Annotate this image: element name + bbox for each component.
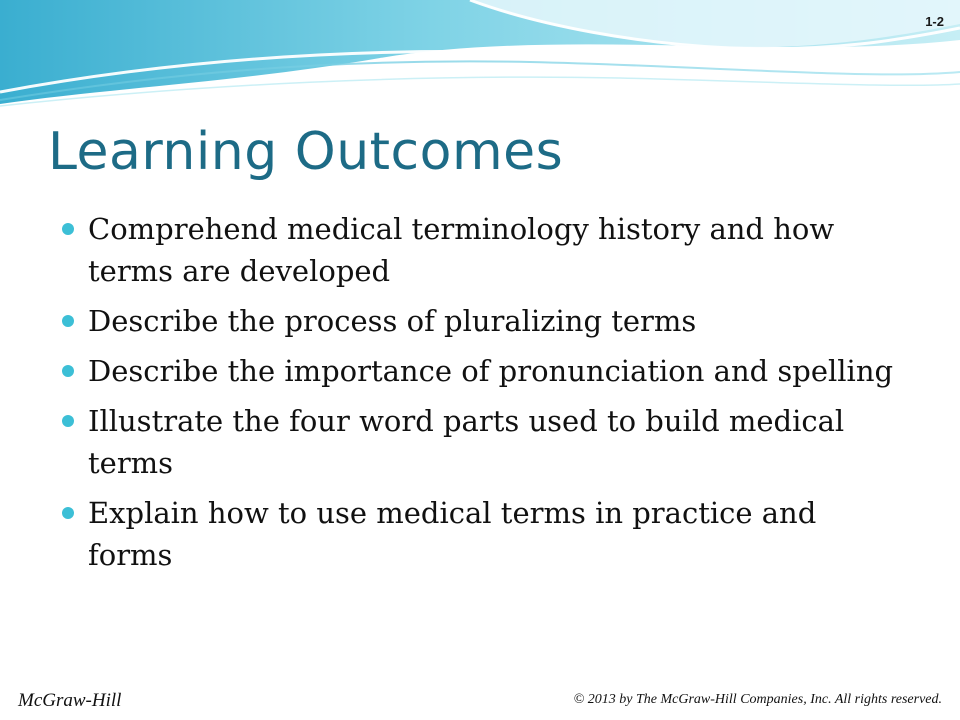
publisher-name: McGraw-Hill [18,690,122,711]
bullet-list [60,208,900,584]
bullet-item [60,492,900,576]
bullet-dot-icon [62,415,74,427]
bullet-text: Describe the process of pluralizing terms [88,304,697,338]
bullet-dot-icon [62,507,74,519]
bullet-text: Illustrate the four word parts used to build medical terms [88,404,845,480]
bullet-item [60,350,900,392]
slide-number: 1-2 [925,14,944,29]
copyright-notice: © 2013 by The McGraw-Hill Companies, Inc. All rights reserved. [573,692,942,707]
bullet-item [60,300,900,342]
bullet-text: Comprehend medical terminology history and how terms are developed [88,212,835,288]
bullet-dot-icon [62,365,74,377]
bullet-item [60,400,900,484]
slide-title: Learning Outcomes [48,122,564,182]
bullet-dot-icon [62,223,74,235]
bullet-item [60,208,900,292]
header-wave-decoration [0,0,960,120]
bullet-dot-icon [62,315,74,327]
bullet-text: Explain how to use medical terms in practice and forms [88,496,817,572]
bullet-text: Describe the importance of pronunciation and spelling [88,354,894,388]
